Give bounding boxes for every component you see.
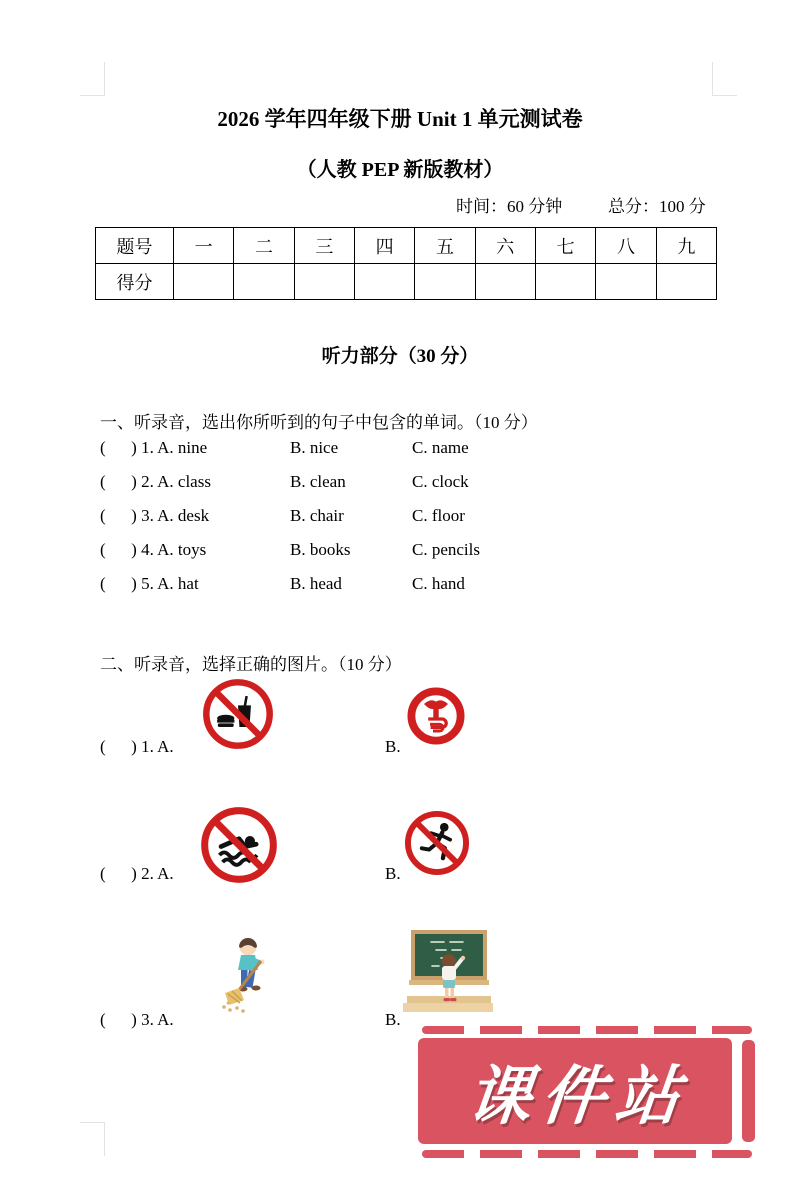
part2-item-1-label: ( ) 1. A. [100, 737, 174, 756]
answer-blank: ( ) 4. [100, 540, 158, 559]
page-corner-mark [80, 62, 105, 96]
option-a: A. class [157, 472, 211, 491]
page-corner-mark [80, 1122, 105, 1156]
option-c: C. floor [412, 506, 465, 525]
score-cell [475, 264, 535, 300]
total-score-label: 总分：100 分 [608, 197, 706, 216]
option-c: C. hand [412, 574, 465, 593]
paper-subtitle: （人教 PEP 新版教材） [296, 159, 504, 181]
score-cell [656, 264, 716, 300]
option-c: C. pencils [412, 540, 480, 559]
part2-item-2-b-label: B. [385, 864, 401, 883]
answer-blank: ( ) 3. [100, 506, 158, 525]
part1-item-2 [100, 472, 700, 496]
option-b: B. clean [290, 472, 346, 491]
option-a: A. nine [157, 438, 208, 457]
time-limit-label: 时间：60 分钟 [456, 197, 563, 216]
part2-item-1-b-label: B. [385, 737, 401, 756]
answer-blank: ( ) 5. [100, 574, 158, 593]
part1-heading: 一、听录音，选出你所听到的句子中包含的单词。（10 分） [100, 413, 538, 432]
score-cell [535, 264, 595, 300]
option-c: C. clock [412, 472, 469, 491]
score-header: 得分 [96, 264, 174, 300]
score-cell [294, 264, 354, 300]
student-writing-on-blackboard-illustration [402, 928, 494, 1014]
score-cell [596, 264, 656, 300]
keep-quiet-sign-icon [406, 686, 466, 746]
no-swimming-sign-icon [200, 806, 278, 884]
stamp-border-right [742, 1040, 755, 1142]
part2-heading: 二、听录音，选择正确的图片。（10 分） [100, 655, 402, 674]
part2-item-2-label: ( ) 2. A. [100, 864, 174, 883]
part1-item-4 [100, 540, 700, 564]
question-number-row [96, 228, 717, 264]
stamp-border-top [422, 1026, 752, 1034]
score-cell [234, 264, 294, 300]
answer-blank: ( ) 1. [100, 438, 158, 457]
stamp-border-bottom [422, 1150, 752, 1158]
stamp-body [418, 1038, 732, 1144]
column-header: 六 [475, 228, 535, 264]
column-header: 二 [234, 228, 294, 264]
column-header: 九 [656, 228, 716, 264]
part1-item-5 [100, 574, 700, 598]
column-header: 五 [415, 228, 475, 264]
no-eating-or-drinking-sign-icon [202, 678, 274, 750]
score-table [95, 227, 717, 300]
option-b: B. chair [290, 506, 344, 525]
option-a: A. hat [157, 574, 199, 593]
watermark-text: 课件站 [463, 1060, 694, 1132]
option-a: A. desk [157, 506, 210, 525]
option-b: B. books [290, 540, 351, 559]
question-number-header: 题号 [96, 228, 174, 264]
score-row [96, 264, 717, 300]
column-header: 七 [535, 228, 595, 264]
part1-item-1 [100, 438, 700, 462]
score-cell [415, 264, 475, 300]
option-a: A. toys [157, 540, 207, 559]
answer-blank: ( ) 2. [100, 472, 158, 491]
column-header: 四 [354, 228, 414, 264]
column-header: 一 [174, 228, 234, 264]
option-b: B. head [290, 574, 342, 593]
column-header: 八 [596, 228, 656, 264]
listening-section-title: 听力部分（30 分） [321, 346, 479, 367]
option-b: B. nice [290, 438, 339, 457]
kejianzhan-watermark-stamp [418, 1026, 766, 1160]
part2-item-3-b-label: B. [385, 1010, 401, 1029]
part1-item-3 [100, 506, 700, 530]
no-running-sign-icon [404, 810, 470, 876]
score-cell [174, 264, 234, 300]
paper-title: 2026 学年四年级下册 Unit 1 单元测试卷 [217, 107, 583, 131]
column-header: 三 [294, 228, 354, 264]
boy-sweeping-floor-illustration [218, 932, 276, 1014]
part2-item-3-label: ( ) 3. A. [100, 1010, 174, 1029]
page-corner-mark [712, 62, 737, 96]
option-c: C. name [412, 438, 469, 457]
score-cell [354, 264, 414, 300]
